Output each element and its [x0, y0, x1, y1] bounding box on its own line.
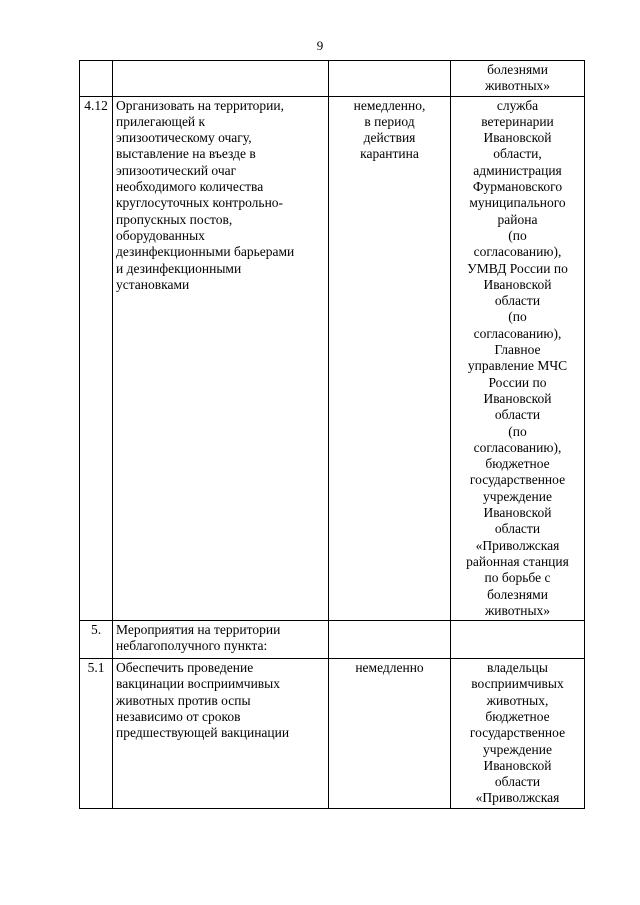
responsible-cell	[451, 96, 585, 621]
task-cell	[113, 61, 329, 97]
responsible-line: учреждение	[483, 488, 552, 504]
responsible-line: районная станция	[466, 553, 569, 569]
responsible-line: области	[494, 407, 541, 423]
item-number-cell	[80, 61, 113, 97]
task-line: необходимого количества	[116, 179, 264, 195]
item-number-cell: 5.1	[80, 659, 113, 809]
responsible-line: Ивановской	[483, 757, 552, 773]
responsible-line: России по	[488, 374, 547, 390]
table-row	[80, 659, 585, 809]
responsible-line: учреждение	[483, 741, 552, 757]
item-number-cell: 4.12	[80, 96, 113, 621]
responsible-line: (по	[508, 309, 527, 325]
responsible-line: администрация	[473, 162, 562, 178]
responsible-line: согласованию),	[473, 244, 562, 260]
responsible-line: муниципального	[469, 195, 566, 211]
responsible-line: УМВД России по	[467, 260, 568, 276]
page-number: 9	[316, 38, 324, 53]
responsible-line: бюджетное	[485, 456, 550, 472]
table-row	[80, 61, 585, 97]
task-line: пропускных постов,	[116, 211, 233, 227]
responsible-line: области	[494, 293, 541, 309]
task-line: оборудованных	[116, 227, 205, 243]
responsible-cell	[451, 659, 585, 809]
deadline-cell	[329, 96, 451, 621]
task-line: Мероприятия на территории	[116, 622, 281, 638]
deadline-line: немедленно	[355, 660, 424, 676]
task-line: эпизоотический очаг	[116, 162, 237, 178]
responsible-line: Ивановской	[483, 130, 552, 146]
responsible-line: (по	[508, 423, 527, 439]
task-line: независимо от сроков	[116, 708, 241, 724]
table-row	[80, 621, 585, 659]
task-cell	[113, 659, 329, 809]
deadline-line: карантина	[360, 146, 419, 162]
deadline-line: действия	[363, 130, 416, 146]
responsible-line: животных»	[484, 78, 551, 94]
responsible-line: болезнями	[487, 62, 548, 77]
responsible-line: Главное	[494, 342, 541, 358]
task-line: предшествующей вакцинации	[116, 725, 290, 741]
table-row	[80, 96, 585, 621]
task-line: выставление на въезде в	[116, 146, 256, 162]
responsible-line: животных,	[486, 692, 549, 708]
responsible-line: по борьбе с	[484, 570, 551, 586]
responsible-line: владельцы	[487, 660, 548, 676]
task-line: эпизоотическому очагу,	[116, 130, 252, 146]
responsible-line: Ивановской	[483, 390, 552, 406]
responsible-line: восприимчивых	[471, 676, 564, 692]
responsible-line: государственное	[469, 472, 566, 488]
task-cell	[113, 621, 329, 659]
deadline-line: немедленно,	[353, 97, 426, 113]
responsible-line: согласованию),	[473, 325, 562, 341]
responsible-line: Ивановской	[483, 505, 552, 521]
responsible-line: болезнями	[487, 586, 548, 602]
task-line: животных против оспы	[116, 692, 251, 708]
deadline-cell	[329, 61, 451, 97]
responsible-line: согласованию),	[473, 439, 562, 455]
deadline-cell	[329, 659, 451, 809]
responsible-line: служба	[496, 97, 539, 113]
responsible-line: Фурмановского	[472, 179, 563, 195]
task-line: вакцинации восприимчивых	[116, 676, 280, 692]
responsible-line: области	[494, 774, 541, 790]
task-cell	[113, 96, 329, 621]
task-line: круглосуточных контрольно-	[116, 195, 284, 211]
responsible-line: района	[497, 211, 538, 227]
responsible-cell	[451, 61, 585, 97]
measures-table	[79, 60, 585, 809]
responsible-line: области,	[493, 146, 542, 162]
responsible-line: «Приволжская	[475, 537, 560, 553]
task-line: прилегающей к	[116, 113, 206, 129]
task-line: и дезинфекционными	[116, 260, 242, 276]
responsible-line: области	[494, 521, 541, 537]
responsible-line: управление МЧС	[467, 358, 568, 374]
task-line: установками	[116, 276, 190, 292]
responsible-line: государственное	[469, 725, 566, 741]
responsible-line: животных»	[484, 602, 551, 618]
task-line: Организовать на территории,	[116, 97, 285, 113]
task-line: Обеспечить проведение	[116, 660, 254, 676]
measures-table-body	[80, 61, 585, 809]
responsible-line: (по	[508, 227, 527, 243]
responsible-line: «Приволжская	[475, 790, 560, 806]
responsible-line: бюджетное	[485, 708, 550, 724]
responsible-line: Ивановской	[483, 276, 552, 292]
task-line: дезинфекционными барьерами	[116, 244, 295, 260]
item-number-cell: 5.	[80, 621, 113, 659]
deadline-cell	[329, 621, 451, 659]
task-line: неблагополучного пункта:	[116, 638, 268, 654]
deadline-line: в период	[364, 113, 415, 129]
responsible-cell	[451, 621, 585, 659]
responsible-line: ветеринарии	[481, 113, 554, 129]
